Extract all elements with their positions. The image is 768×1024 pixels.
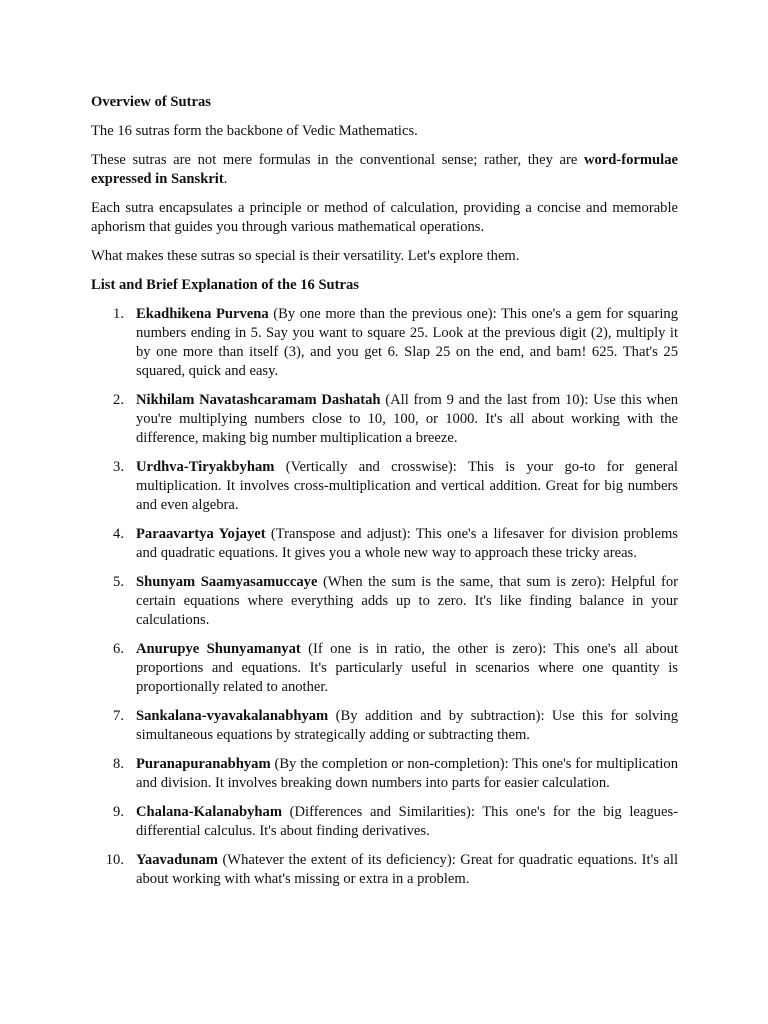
sutra-description: (All from 9 and the last from 10): Use this when you're multiplying numbers close to 10, 100, or 1000. It's all about working with the difference, making big number multiplication a breeze. — [136, 392, 678, 446]
sutra-name: Paraavartya Yojayet — [136, 526, 266, 542]
list-item — [91, 640, 678, 697]
sutra-name: Chalana-Kalanabyham — [136, 804, 282, 820]
list-item — [91, 458, 678, 515]
sutra-name: Yaavadunam — [136, 852, 218, 868]
item-number: 8. — [113, 756, 124, 772]
list-item — [91, 803, 678, 841]
sutra-description: (If one is in ratio, the other is zero): This one's all about proportions and equations. It's particularly useful in scenarios where one quantity is proportionally related to another. — [136, 641, 678, 695]
overview-heading: Overview of Sutras — [91, 94, 211, 110]
item-number: 1. — [113, 306, 124, 322]
sutra-description: (Whatever the extent of its deficiency): Great for quadratic equations. It's all about working with what's missing or extra in a problem. — [136, 852, 678, 887]
intro-paragraph-3: Each sutra encapsulates a principle or method of calculation, providing a concise and memorable aphorism that guides you through various mathematical operations. — [91, 200, 678, 235]
sutra-description: (Differences and Similarities): This one's for the big leagues- differential calculus. It's about finding derivatives. — [136, 804, 678, 839]
list-item — [91, 391, 678, 448]
item-number: 3. — [113, 459, 124, 475]
intro-2-end: . — [223, 171, 228, 187]
item-number: 6. — [113, 641, 124, 657]
sutra-description: (By the completion or non-completion): This one's for multiplication and division. It involves breaking down numbers into parts for easier calculation. — [136, 756, 678, 791]
intro-paragraph-2 — [91, 151, 678, 189]
list-item — [91, 851, 678, 889]
intro-2-emphasis: word-formulae expressed in Sanskrit — [91, 152, 678, 187]
sutra-description: (When the sum is the same, that sum is zero): Helpful for certain equations where everything adds up to zero. It's like finding balance in your calculations. — [136, 574, 678, 628]
sutra-name: Puranapuranabhyam — [136, 756, 271, 772]
sutra-description: (By one more than the previous one): This one's a gem for squaring numbers ending in 5. Say you want to square 25. Look at the previous digit (2), multiply it by one more than itself (3), and you get 6. Slap 25 on the end, and bam! 625. That's 25 squared, quick and easy. — [136, 306, 678, 379]
intro-paragraph-1: The 16 sutras form the backbone of Vedic Mathematics. — [91, 123, 418, 139]
sutra-description: (Vertically and crosswise): This is your go-to for general multiplication. It involves cross-multiplication and vertical addition. Great for big numbers and even algebra. — [136, 459, 678, 513]
sutra-description: (Transpose and adjust): This one's a lifesaver for division problems and quadratic equations. It gives you a whole new way to approach these tricky areas. — [136, 526, 678, 561]
item-number: 10. — [105, 852, 124, 868]
sutra-name: Nikhilam Navatashcaramam Dashatah — [136, 392, 381, 408]
intro-2-text: These sutras are not mere formulas in the conventional sense; rather, they are — [91, 152, 584, 168]
sutra-name: Ekadhikena Purvena — [136, 306, 269, 322]
sutra-name: Anurupye Shunyamanyat — [136, 641, 301, 657]
list-item — [91, 573, 678, 630]
list-heading: List and Brief Explanation of the 16 Sutras — [91, 277, 359, 293]
sutra-name: Shunyam Saamyasamuccaye — [136, 574, 318, 590]
item-number: 7. — [113, 708, 124, 724]
list-item — [91, 755, 678, 793]
item-number: 5. — [113, 574, 124, 590]
sutra-name: Urdhva-Tiryakbyham — [136, 459, 275, 475]
sutra-list — [91, 305, 678, 889]
item-number: 4. — [113, 526, 124, 542]
list-item — [91, 707, 678, 745]
list-item — [91, 525, 678, 563]
intro-paragraph-4: What makes these sutras so special is their versatility. Let's explore them. — [91, 248, 520, 264]
item-number: 9. — [113, 804, 124, 820]
item-number: 2. — [113, 392, 124, 408]
list-item — [91, 305, 678, 381]
sutra-description: (By addition and by subtraction): Use this for solving simultaneous equations by strategically adding or subtracting them. — [136, 708, 678, 743]
sutra-name: Sankalana-vyavakalanabhyam — [136, 708, 329, 724]
